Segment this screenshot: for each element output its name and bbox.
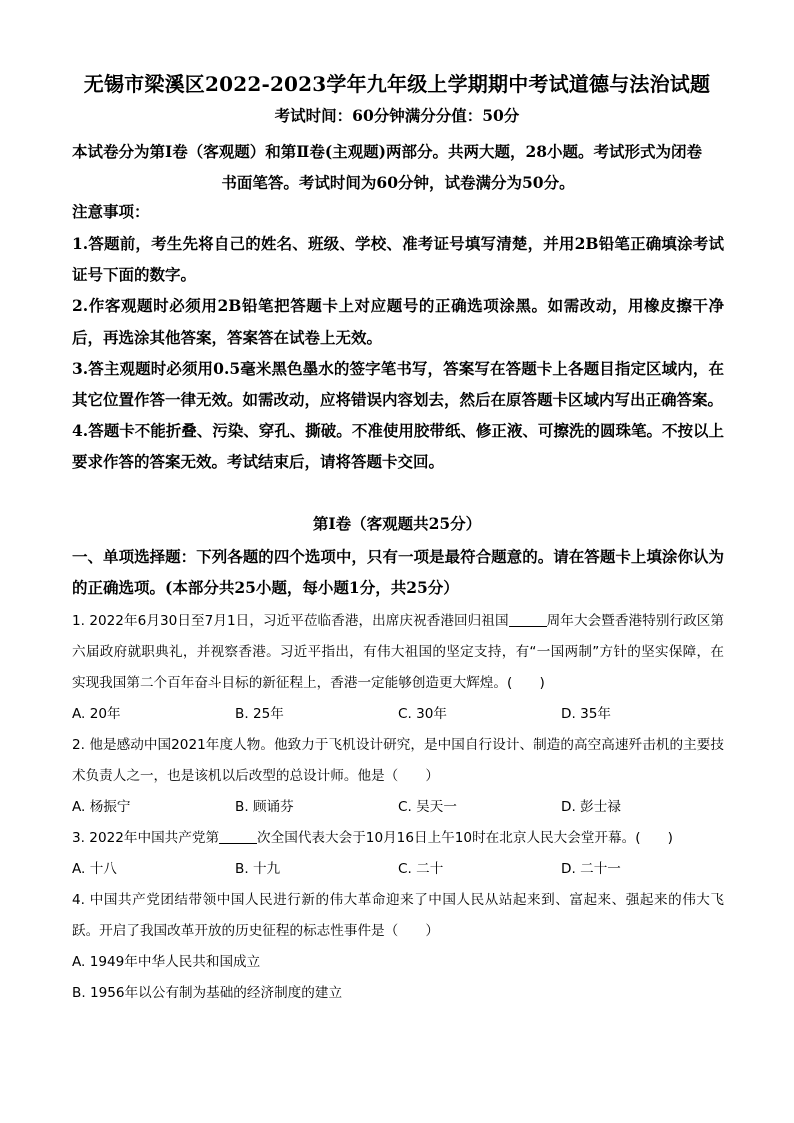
question-2-options	[72, 792, 724, 823]
note-item: 1.答题前，考生先将自己的姓名、班级、学校、准考证号填写清楚，并用2B铅笔正确填涂考试证号下面的数字。	[72, 234, 724, 285]
exam-intro	[72, 136, 724, 198]
question-3-options	[72, 854, 724, 885]
notes-heading: 注意事项：	[72, 202, 150, 221]
option-d: D. 35年	[561, 706, 612, 722]
option-d: D. 二十一	[561, 861, 621, 877]
answer-blank	[219, 829, 257, 844]
intro-line-2: 书面笔答。考试时间为60分钟，试卷满分为50分。	[221, 173, 575, 192]
note-item: 4.答题卡不能折叠、污染、穿孔、撕破。不准使用胶带纸、修正液、可擦洗的圆珠笔。不按以上要求作答的答案无效。考试结束后，请将答题卡交回。	[72, 421, 724, 472]
option-b: B. 25年	[235, 706, 284, 722]
question-list	[72, 606, 724, 1009]
question-2	[72, 730, 724, 792]
option-b: B. 1956年以公有制为基础的经济制度的建立	[72, 985, 343, 1001]
option-d: D. 彭士禄	[561, 799, 621, 815]
question-stem: 1. 2022年6月30日至7月1日，习近平莅临香港，出席庆祝香港回归祖国	[72, 613, 509, 629]
intro-line-1: 本试卷分为第Ⅰ卷（客观题）和第Ⅱ卷(主观题)两部分。共两大题，28小题。考试形式为闭卷	[72, 142, 703, 161]
exam-title: 无锡市梁溪区2022-2023学年九年级上学期期中考试道德与法治试题	[83, 72, 711, 96]
option-c: C. 二十	[398, 861, 444, 877]
option-b: B. 十九	[235, 861, 281, 877]
note-item: 3.答主观题时必须用0.5毫米黑色墨水的签字笔书写，答案写在答题卡上各题目指定区域内，在其它位置作答一律无效。如需改动，应将错误内容划去，然后在原答题卡区域内写出正确答案。	[72, 358, 724, 410]
option-a: A. 十八	[72, 861, 117, 877]
option-a: A. 1949年中华人民共和国成立	[72, 954, 261, 970]
question-1	[72, 606, 724, 699]
notes-list	[72, 228, 724, 478]
question-stem: 4. 中国共产党团结带领中国人民进行新的伟大革命迎来了中国人民从站起来到、富起来、强起来的伟大飞跃。开启了我国改革开放的历史征程的标志性事件是（ ）	[72, 892, 724, 939]
exam-subtitle: 考试时间：60分钟满分分值：50分	[274, 106, 520, 125]
option-b: B. 顾诵芬	[235, 799, 294, 815]
question-stem: 3. 2022年中国共产党第	[72, 830, 220, 846]
question-1-options	[72, 699, 724, 730]
part-instruction: 一、单项选择题：下列各题的四个选项中，只有一项是最符合题意的。请在答题卡上填涂你认为的正确选项。(本部分共25小题，每小题1分，共25分）	[72, 547, 724, 597]
note-item: 2.作客观题时必须用2B铅笔把答题卡上对应题号的正确选项涂黑。如需改动，用橡皮擦干净后，再选涂其他答案，答案答在试卷上无效。	[72, 296, 724, 347]
option-c: C. 吴天一	[398, 799, 457, 815]
question-stem: 2. 他是感动中国2021年度人物。他致力于飞机设计研究，是中国自行设计、制造的高空高速歼击机的主要技术负责人之一，也是该机以后改型的总设计师。他是（ ）	[72, 737, 724, 784]
option-a: A. 杨振宁	[72, 799, 131, 815]
question-stem: 次全国代表大会于10月16日上午10时在北京人民大会堂开幕。( )	[257, 830, 673, 846]
question-stem: 周年大会暨香港特别行政区第六届政府就职典礼，并视察香港。习近平指出，有伟大祖国的坚定支持，有“一国两制”方针的坚实保障，在实现我国第二个百年奋斗目标的新征程上，香港一定能够创造更大辉煌。( )	[72, 613, 724, 691]
section-title: 第Ⅰ卷（客观题共25分）	[312, 514, 482, 533]
question-3	[72, 823, 724, 854]
answer-blank	[509, 612, 547, 627]
question-4	[72, 885, 724, 947]
option-c: C. 30年	[398, 706, 448, 722]
option-a: A. 20年	[72, 706, 121, 722]
